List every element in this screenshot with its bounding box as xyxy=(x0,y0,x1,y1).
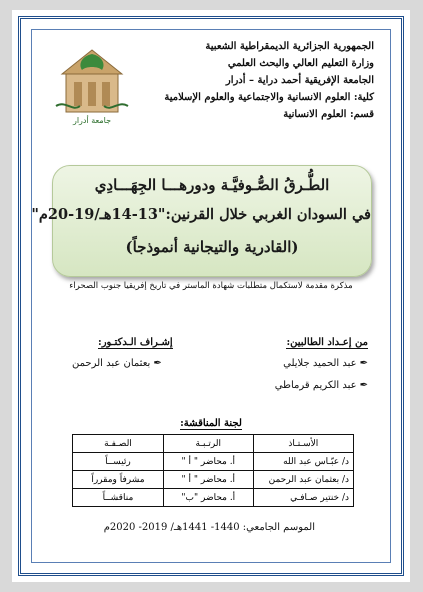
committee-title: لجنة المناقشة: xyxy=(180,418,242,429)
header-faculty: كلية: العلوم الانسانية والاجتماعية والعلوم الإسلامية xyxy=(164,92,374,103)
table-header-row xyxy=(73,435,354,453)
pen-icon: ✒ xyxy=(153,358,162,369)
table-row: د/ بعثمان عبد الرحمن أ. محاضر " أ " مشرفاً ومقرراً xyxy=(73,471,354,489)
thesis-title-line-2: في السودان الغربي خلال القرنين:"13-14هـ/19-20م" xyxy=(31,206,371,223)
header-university: الجامعة الإفريقية أحمد دراية – أدرار xyxy=(225,75,374,86)
institution-header xyxy=(144,38,374,123)
supervisor-name: ✒بعثمان عبد الرحمن xyxy=(72,358,162,369)
header-professor: الأسـتـاذ xyxy=(253,435,353,453)
pen-icon: ✒ xyxy=(359,380,368,391)
header-role: الصـفـة xyxy=(73,435,164,453)
header-department: قسم: العلوم الانسانية xyxy=(283,109,374,120)
thesis-title-box xyxy=(31,165,372,277)
table-row: د/ عبّـاس عبد الله أ. محاضر " أ " رئيســاً xyxy=(73,453,354,471)
university-logo xyxy=(52,42,132,128)
header-republic: الجمهورية الجزائرية الديمقراطية الشعبية xyxy=(205,41,374,52)
table-row: د/ خنتير صـافـي أ. محاضر "ب" مناقشــاً xyxy=(73,489,354,507)
degree-note: مذكرة مقدمة لاستكمال متطلبات شهادة الماستر في تاريخ إفريقيا جنوب الصحراء xyxy=(69,281,353,291)
thesis-title-line-3: (القادرية والتيجانية أنموذجاً) xyxy=(125,238,299,256)
pen-icon: ✒ xyxy=(359,358,368,369)
students-label: من إعـداد الطالبين: xyxy=(286,337,368,348)
academic-year: الموسم الجامعي: 1440- 1441هـ/ 2019- 2020م xyxy=(103,522,315,533)
logo-caption: جامعة أدرار xyxy=(72,116,112,125)
thesis-title-line-1: الطُّـرقُ الصُّـوفيَّـة ودورهـــا الجِهَـــادِي xyxy=(94,176,330,194)
supervisor-label: إشـراف الـدكتـور: xyxy=(98,337,173,348)
student-1: ✒عبد الحميد جلايلي xyxy=(283,358,368,369)
student-2: ✒عبد الكريم قرماطي xyxy=(274,380,368,391)
document-page xyxy=(12,10,410,582)
committee-table xyxy=(72,434,354,507)
header-rank: الرتـبـة xyxy=(163,435,253,453)
header-ministry: وزارة التعليم العالي والبحث العلمي xyxy=(227,58,374,69)
